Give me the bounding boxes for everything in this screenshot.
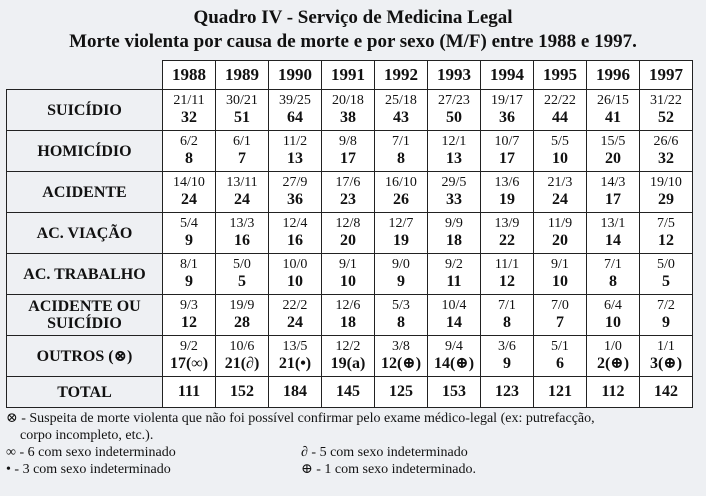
male-female-count: 22/22: [544, 93, 576, 108]
cell-total: 8: [397, 150, 405, 167]
cell-total: 16: [287, 232, 303, 249]
row-label-text-line2: SUICÍDIO: [47, 315, 122, 332]
cell-total: 8: [503, 314, 511, 331]
total-cell: [428, 377, 481, 408]
data-cell: [534, 172, 587, 213]
male-female-count: 6/4: [604, 298, 622, 313]
data-cell: [269, 172, 322, 213]
data-cell: [534, 213, 587, 254]
total-cell: [534, 377, 587, 408]
data-cell: [587, 131, 640, 172]
cell-total: 13: [446, 150, 462, 167]
male-female-count: 13/6: [494, 175, 520, 190]
data-cell: [322, 131, 375, 172]
male-female-count: 21/3: [547, 175, 573, 190]
data-cell: [216, 213, 269, 254]
cell-total: 10: [552, 273, 568, 290]
year-header-1992: 1992: [375, 61, 428, 90]
cell-total: 12: [499, 273, 515, 290]
male-female-count: 20/18: [332, 93, 364, 108]
data-cell: [216, 336, 269, 377]
male-female-count: 39/25: [279, 93, 311, 108]
cell-total: 32: [658, 150, 674, 167]
male-female-count: 1/1: [657, 339, 675, 354]
cell-total: 50: [446, 109, 462, 126]
data-cell: [587, 336, 640, 377]
male-female-count: 16/10: [385, 175, 417, 190]
data-cell: [322, 254, 375, 295]
data-cell: [481, 172, 534, 213]
cell-total: 21(∂): [224, 355, 260, 372]
table-row: [7, 254, 693, 295]
table-row: [7, 90, 693, 131]
male-female-count: 12/7: [388, 216, 414, 231]
male-female-count: 5/4: [180, 216, 198, 231]
total-value: 121: [548, 383, 572, 400]
data-cell: [640, 336, 693, 377]
total-value: 184: [283, 383, 307, 400]
cell-total: 24: [234, 191, 250, 208]
male-female-count: 6/2: [180, 134, 198, 149]
cell-total: 17: [340, 150, 356, 167]
male-female-count: 19/9: [229, 298, 255, 313]
cell-total: 28: [234, 314, 250, 331]
cell-total: 33: [446, 191, 462, 208]
male-female-count: 9/1: [551, 257, 569, 272]
row-label-text: ACIDENTE: [42, 183, 127, 201]
data-cell: [428, 90, 481, 131]
data-cell: [587, 254, 640, 295]
table-row: [7, 172, 693, 213]
data-table: [6, 60, 693, 408]
male-female-count: 9/1: [339, 257, 357, 272]
male-female-count: 9/8: [339, 134, 357, 149]
cell-total: 7: [238, 150, 246, 167]
data-cell: [534, 336, 587, 377]
data-cell: [322, 295, 375, 336]
cell-total: 5: [238, 273, 246, 290]
data-cell: [428, 172, 481, 213]
male-female-count: 9/2: [445, 257, 463, 272]
male-female-count: 5/3: [392, 298, 410, 313]
cell-total: 12: [181, 314, 197, 331]
data-cell: [375, 254, 428, 295]
data-cell: [163, 336, 216, 377]
cell-total: 32: [181, 109, 197, 126]
cell-total: 17: [499, 150, 515, 167]
total-cell: [587, 377, 640, 408]
male-female-count: 12/2: [335, 339, 361, 354]
male-female-count: 26/15: [597, 93, 629, 108]
cell-total: 9: [503, 355, 511, 372]
male-female-count: 7/1: [498, 298, 516, 313]
cell-total: 12: [658, 232, 674, 249]
data-cell: [640, 90, 693, 131]
data-cell: [481, 336, 534, 377]
data-cell: [163, 90, 216, 131]
year-header-1996: 1996: [587, 61, 640, 90]
data-cell: [216, 295, 269, 336]
male-female-count: 27/23: [438, 93, 470, 108]
total-cell: [216, 377, 269, 408]
male-female-count: 10/4: [441, 298, 467, 313]
total-value: 145: [336, 383, 360, 400]
data-cell: [428, 336, 481, 377]
cell-total: 26: [393, 191, 409, 208]
male-female-count: 9/4: [445, 339, 463, 354]
cell-total: 22: [499, 232, 515, 249]
data-cell: [587, 172, 640, 213]
table-row: [7, 131, 693, 172]
male-female-count: 13/11: [226, 175, 258, 190]
cell-total: 20: [552, 232, 568, 249]
male-female-count: 15/5: [600, 134, 626, 149]
male-female-count: 3/6: [498, 339, 516, 354]
cell-total: 5: [662, 273, 670, 290]
data-cell: [640, 131, 693, 172]
cell-total: 16: [234, 232, 250, 249]
cell-total: 20: [340, 232, 356, 249]
cell-total: 7: [556, 314, 564, 331]
table-row: [7, 336, 693, 377]
cell-total: 12(⊕): [380, 355, 422, 372]
male-female-count: 12/4: [282, 216, 308, 231]
row-label: [7, 172, 163, 213]
cell-total: 36: [499, 109, 515, 126]
male-female-count: 26/6: [653, 134, 679, 149]
data-cell: [322, 90, 375, 131]
total-cell: [640, 377, 693, 408]
row-label: [7, 90, 163, 131]
total-label: TOTAL: [7, 377, 163, 408]
data-cell: [322, 172, 375, 213]
row-label-text: SUICÍDIO: [47, 101, 122, 119]
year-header-1990: 1990: [269, 61, 322, 90]
cell-total: 11: [446, 273, 462, 290]
data-cell: [163, 295, 216, 336]
male-female-count: 12/8: [335, 216, 361, 231]
male-female-count: 13/9: [494, 216, 520, 231]
year-header-1995: 1995: [534, 61, 587, 90]
page-title: Quadro IV - Serviço de Medicina Legal: [193, 7, 513, 28]
cell-total: 17(∞): [169, 355, 209, 372]
data-cell: [163, 172, 216, 213]
data-cell: [322, 213, 375, 254]
cell-total: 9: [185, 273, 193, 290]
cell-total: 9: [185, 232, 193, 249]
male-female-count: 5/0: [657, 257, 675, 272]
data-cell: [216, 131, 269, 172]
data-cell: [216, 254, 269, 295]
row-label-text: HOMICÍDIO: [37, 142, 132, 160]
note-bullet: • - 3 com sexo indeterminado: [6, 462, 171, 477]
data-cell: [375, 295, 428, 336]
data-cell: [269, 254, 322, 295]
cell-total: 3(⊕): [649, 355, 683, 372]
male-female-count: 31/22: [650, 93, 682, 108]
cell-total: 38: [340, 109, 356, 126]
data-cell: [640, 172, 693, 213]
data-cell: [375, 213, 428, 254]
row-label: [7, 131, 163, 172]
data-cell: [269, 295, 322, 336]
note-otimes-cont: corpo incompleto, etc.).: [20, 428, 154, 443]
total-value: 111: [177, 383, 201, 400]
male-female-count: 22/2: [282, 298, 308, 313]
cell-total: 52: [658, 109, 674, 126]
male-female-count: 10/7: [494, 134, 520, 149]
male-female-count: 11/1: [494, 257, 520, 272]
data-cell: [216, 90, 269, 131]
male-female-count: 29/5: [441, 175, 467, 190]
cell-total: 43: [393, 109, 409, 126]
cell-total: 29: [658, 191, 674, 208]
cell-total: 8: [609, 273, 617, 290]
data-cell: [269, 213, 322, 254]
male-female-count: 7/1: [604, 257, 622, 272]
cell-total: 41: [605, 109, 621, 126]
cell-total: 44: [552, 109, 568, 126]
data-cell: [640, 295, 693, 336]
male-female-count: 6/1: [233, 134, 251, 149]
note-otimes: ⊗ - Suspeita de morte violenta que não foi possível confirmar pelo exame médico-legal (ex: putrefacção,: [6, 411, 595, 426]
footnotes: [6, 410, 700, 478]
data-cell: [375, 172, 428, 213]
male-female-count: 10/6: [229, 339, 255, 354]
male-female-count: 7/5: [657, 216, 675, 231]
data-cell: [322, 336, 375, 377]
data-cell: [481, 213, 534, 254]
year-header-1994: 1994: [481, 61, 534, 90]
table-row: [7, 295, 693, 336]
cell-total: 19: [393, 232, 409, 249]
total-value: 112: [601, 383, 625, 400]
data-cell: [534, 295, 587, 336]
row-label-text: AC. VIAÇÃO: [36, 224, 133, 242]
cell-total: 23: [340, 191, 356, 208]
data-cell: [163, 254, 216, 295]
cell-total: 6: [556, 355, 564, 372]
row-label: [7, 295, 163, 336]
cell-total: 64: [287, 109, 303, 126]
data-cell: [375, 131, 428, 172]
row-label-text: ACIDENTE OU: [28, 298, 141, 315]
male-female-count: 11/9: [547, 216, 573, 231]
data-cell: [534, 90, 587, 131]
cell-total: 2(⊕): [596, 355, 630, 372]
male-female-count: 30/21: [226, 93, 258, 108]
year-header-1989: 1989: [216, 61, 269, 90]
cell-total: 36: [287, 191, 303, 208]
data-cell: [640, 213, 693, 254]
male-female-count: 25/18: [385, 93, 417, 108]
data-cell: [640, 254, 693, 295]
total-cell: [481, 377, 534, 408]
total-cell: [322, 377, 375, 408]
cell-total: 18: [446, 232, 462, 249]
data-cell: [375, 336, 428, 377]
total-value: 152: [230, 383, 254, 400]
male-female-count: 21/11: [173, 93, 205, 108]
cell-total: 20: [605, 150, 621, 167]
male-female-count: 12/1: [441, 134, 467, 149]
male-female-count: 5/0: [233, 257, 251, 272]
cell-total: 14: [446, 314, 462, 331]
year-header-1997: 1997: [640, 61, 693, 90]
data-cell: [481, 131, 534, 172]
cell-total: 24: [552, 191, 568, 208]
row-label-text: AC. TRABALHO: [23, 265, 146, 283]
total-value: 125: [389, 383, 413, 400]
data-cell: [481, 295, 534, 336]
male-female-count: 13/1: [600, 216, 626, 231]
cell-total: 9: [397, 273, 405, 290]
male-female-count: 17/6: [335, 175, 361, 190]
data-cell: [587, 213, 640, 254]
total-value: 123: [495, 383, 519, 400]
data-cell: [534, 254, 587, 295]
year-header-1993: 1993: [428, 61, 481, 90]
cell-total: 19(a): [330, 355, 366, 372]
row-label: [7, 213, 163, 254]
note-infinity: ∞ - 6 com sexo indeterminado: [6, 445, 176, 460]
total-cell: [375, 377, 428, 408]
male-female-count: 7/0: [551, 298, 569, 313]
total-cell: [269, 377, 322, 408]
total-value: 153: [442, 383, 466, 400]
note-oplus: ⊕ - 1 com sexo indeterminado.: [301, 462, 477, 477]
cell-total: 24: [181, 191, 197, 208]
male-female-count: 7/2: [657, 298, 675, 313]
male-female-count: 8/1: [180, 257, 198, 272]
total-value: 142: [654, 383, 678, 400]
year-header-1988: 1988: [163, 61, 216, 90]
cell-total: 17: [605, 191, 621, 208]
row-label: [7, 336, 163, 377]
year-header-row: [7, 61, 693, 90]
data-cell: [269, 131, 322, 172]
data-cell: [216, 172, 269, 213]
male-female-count: 10/0: [282, 257, 308, 272]
male-female-count: 9/2: [180, 339, 198, 354]
male-female-count: 14/3: [600, 175, 626, 190]
cell-total: 13: [287, 150, 303, 167]
male-female-count: 3/8: [392, 339, 410, 354]
table-row: [7, 213, 693, 254]
data-cell: [428, 295, 481, 336]
male-female-count: 13/3: [229, 216, 255, 231]
cell-total: 10: [340, 273, 356, 290]
male-female-count: 19/17: [491, 93, 523, 108]
cell-total: 8: [185, 150, 193, 167]
row-label-text: OUTROS (⊗): [36, 347, 133, 365]
total-row: [7, 377, 693, 408]
male-female-count: 7/1: [392, 134, 410, 149]
note-partial: ∂ - 5 com sexo indeterminado: [301, 445, 468, 460]
cell-total: 9: [662, 314, 670, 331]
data-cell: [428, 254, 481, 295]
data-cell: [269, 336, 322, 377]
male-female-count: 1/0: [604, 339, 622, 354]
data-cell: [534, 131, 587, 172]
cell-total: 21(•): [278, 355, 312, 372]
data-cell: [163, 131, 216, 172]
male-female-count: 11/2: [282, 134, 308, 149]
data-cell: [587, 90, 640, 131]
data-cell: [163, 213, 216, 254]
data-cell: [375, 90, 428, 131]
male-female-count: 5/1: [551, 339, 569, 354]
male-female-count: 9/3: [180, 298, 198, 313]
male-female-count: 9/0: [392, 257, 410, 272]
data-cell: [269, 90, 322, 131]
male-female-count: 9/9: [445, 216, 463, 231]
title-block: [0, 6, 706, 54]
male-female-count: 12/6: [335, 298, 361, 313]
year-header-1991: 1991: [322, 61, 375, 90]
total-cell: [163, 377, 216, 408]
data-cell: [428, 213, 481, 254]
page-subtitle: Morte violenta por causa de morte e por sexo (M/F) entre 1988 e 1997.: [69, 31, 637, 52]
cell-total: 14(⊕): [433, 355, 475, 372]
male-female-count: 5/5: [551, 134, 569, 149]
data-cell: [481, 254, 534, 295]
cell-total: 24: [287, 314, 303, 331]
male-female-count: 27/9: [282, 175, 308, 190]
male-female-count: 13/5: [282, 339, 308, 354]
cell-total: 14: [605, 232, 621, 249]
cell-total: 8: [397, 314, 405, 331]
data-cell: [428, 131, 481, 172]
cell-total: 10: [552, 150, 568, 167]
male-female-count: 19/10: [650, 175, 682, 190]
data-cell: [481, 90, 534, 131]
male-female-count: 14/10: [173, 175, 205, 190]
cell-total: 51: [234, 109, 250, 126]
row-label: [7, 254, 163, 295]
cell-total: 10: [287, 273, 303, 290]
data-cell: [587, 295, 640, 336]
cell-total: 19: [499, 191, 515, 208]
cell-total: 10: [605, 314, 621, 331]
corner-cell: [7, 61, 163, 90]
cell-total: 18: [340, 314, 356, 331]
